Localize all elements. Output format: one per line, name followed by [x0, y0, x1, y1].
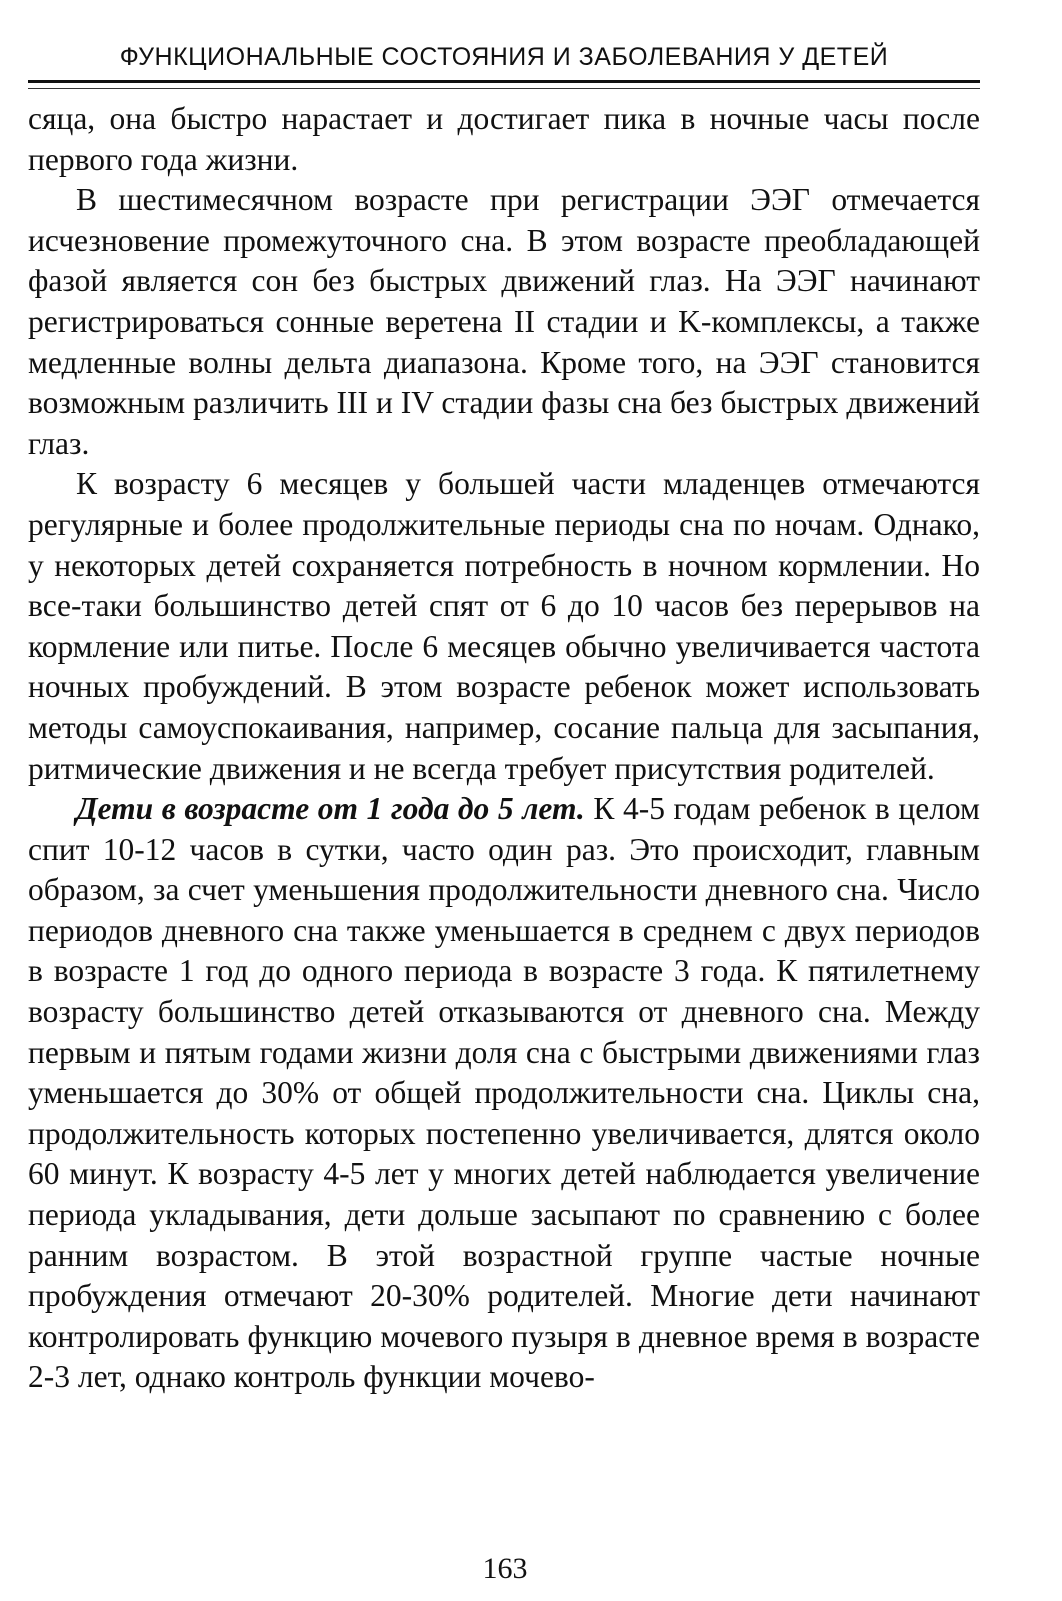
paragraph [28, 464, 980, 789]
page-number: 163 [482, 1552, 528, 1585]
paragraph-text: К 4-5 годам ребенок в целом спит 10-12 часов в сутки, часто один раз. Это происходит, главным образом, за счет уменьшения продолжительности дневного сна. Число периодов дневного сна также уменьшается в среднем с двух периодов в возрасте 1 год до одного периода в возрасте 3 года. К пятилетнему возрасту большинство детей отказываются от дневного сна. Между первым и пятым годами жизни доля сна с быстрыми движениями глаз уменьшается до 30% от общей продолжительности сна. Циклы сна, продолжительность которых постепенно увеличивается, длятся около 60 минут. К возрасту 4-5 лет у многих детей наблюдается увеличение периода укладывания, дети дольше засыпают по сравнению с более ранним возрастом. В этой возрастной группе частые ночные пробуждения отмечают 20-30% родителей. Многие дети начинают контролировать функцию мочевого пузыря в дневное время в возрасте 2-3 лет, однако контроль функции мочево- [28, 791, 980, 1395]
header-rule-thin [28, 88, 980, 89]
body-text [28, 99, 980, 1398]
header-rule-thick [28, 80, 980, 83]
section-run-in-heading: Дети в возрасте от 1 года до 5 лет. [76, 791, 585, 827]
paragraph-continuation [28, 99, 980, 180]
paragraph-text: К возрасту 6 месяцев у большей части младенцев отмечаются регулярные и более продолжительные периоды сна по ночам. Однако, у некоторых детей сохраняется потребность в ночном кормлении. Но все-таки большинство детей спят от 6 до 10 часов без перерывов на кормление или питье. После 6 месяцев обычно увеличивается частота ночных пробуждений. В этом возрасте ребенок может использовать методы самоуспокаивания, например, сосание пальца для засыпания, ритмические движения и не всегда требует присутствия родителей. [28, 466, 980, 786]
paragraph [28, 789, 980, 1398]
paragraph-text: В шестимесячном возрасте при регистрации ЭЭГ отмечается исчезновение промежуточного сна. В этом возрасте преобладающей фазой является сон без быстрых движений глаз. На ЭЭГ начинают регистрироваться сонные веретена II стадии и K-комплексы, а также медленные волны дельта диапазона. Кроме того, на ЭЭГ становится возможным различить III и IV стадии фазы сна без быстрых движений глаз. [28, 182, 980, 461]
paragraph-text: сяца, она быстро нарастает и достигает пика в ночные часы после первого года жизни. [28, 101, 980, 177]
paragraph [28, 180, 980, 464]
running-head: ФУНКЦИОНАЛЬНЫЕ СОСТОЯНИЯ И ЗАБОЛЕВАНИЯ У ДЕТЕЙ [119, 43, 889, 71]
